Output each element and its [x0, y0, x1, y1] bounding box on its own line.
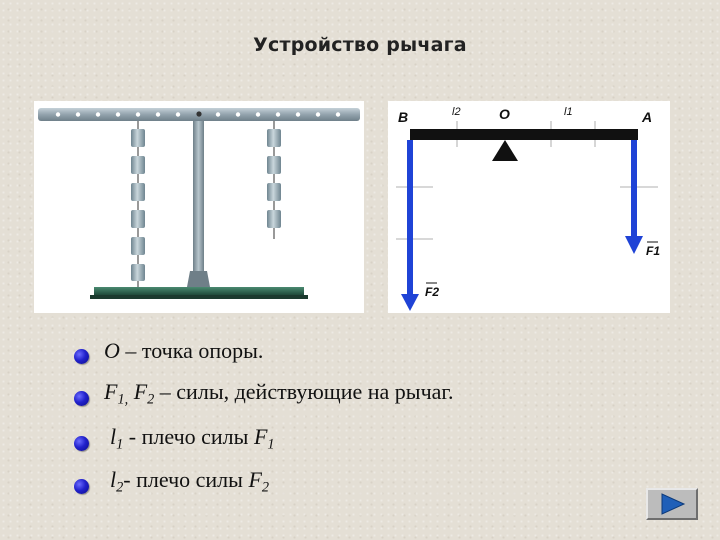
arm-force-symbol-1: F	[253, 424, 268, 449]
blue-dot-icon	[74, 436, 89, 451]
lever-force-diagram	[388, 101, 670, 313]
lever-force-drawing	[388, 101, 670, 313]
stand-base	[94, 287, 304, 295]
lever-apparatus-drawing	[34, 101, 364, 313]
arm-l1-label: l1	[564, 106, 573, 118]
arm-subscript-1: 1	[116, 436, 124, 453]
arm-text-1: - плечо силы	[123, 424, 254, 449]
fulcrum-symbol: O	[104, 338, 120, 363]
blue-dot-icon	[74, 349, 89, 364]
lever-apparatus-image	[34, 101, 364, 313]
post-foot	[187, 271, 210, 287]
left-weight-stack	[131, 121, 145, 287]
force-subscript-2: 2	[147, 391, 155, 408]
arm-text-2: - плечо силы	[123, 467, 249, 492]
force-arrow-f2	[401, 140, 419, 311]
force-symbol-2: F	[133, 379, 148, 404]
blue-dot-icon	[74, 479, 89, 494]
point-o-label: O	[499, 106, 510, 122]
point-b-label: B	[398, 109, 409, 125]
arm-force-subscript-1: 1	[267, 436, 275, 453]
forces-text: – силы, действующие на рычаг.	[154, 379, 454, 404]
force-f1-label: F1	[646, 244, 661, 258]
blue-dot-icon	[74, 391, 89, 406]
fulcrum-triangle	[492, 140, 518, 161]
arm-symbol-2: l	[110, 467, 117, 492]
next-slide-button[interactable]	[646, 488, 698, 520]
force-f2-label: F2	[425, 285, 440, 299]
support-post	[193, 121, 204, 279]
play-right-icon	[648, 490, 696, 518]
arm-symbol-1: l	[110, 424, 117, 449]
force-symbol-1: F	[104, 379, 118, 404]
pivot-point	[196, 111, 201, 116]
arm-force-symbol-2: F	[248, 467, 262, 492]
page-title: Устройство рычага	[253, 34, 467, 56]
force-arrow-f1	[625, 140, 643, 254]
point-a-label: A	[642, 109, 653, 125]
fulcrum-text: – точка опоры.	[119, 338, 264, 363]
arm-subscript-2: 2	[116, 479, 124, 496]
right-weight-stack	[267, 121, 281, 239]
arm-l2-label: l2	[452, 106, 461, 118]
arm-force-subscript-2: 2	[261, 479, 270, 496]
lever-bar	[410, 129, 638, 140]
force-subscript-1: 1,	[117, 391, 129, 408]
